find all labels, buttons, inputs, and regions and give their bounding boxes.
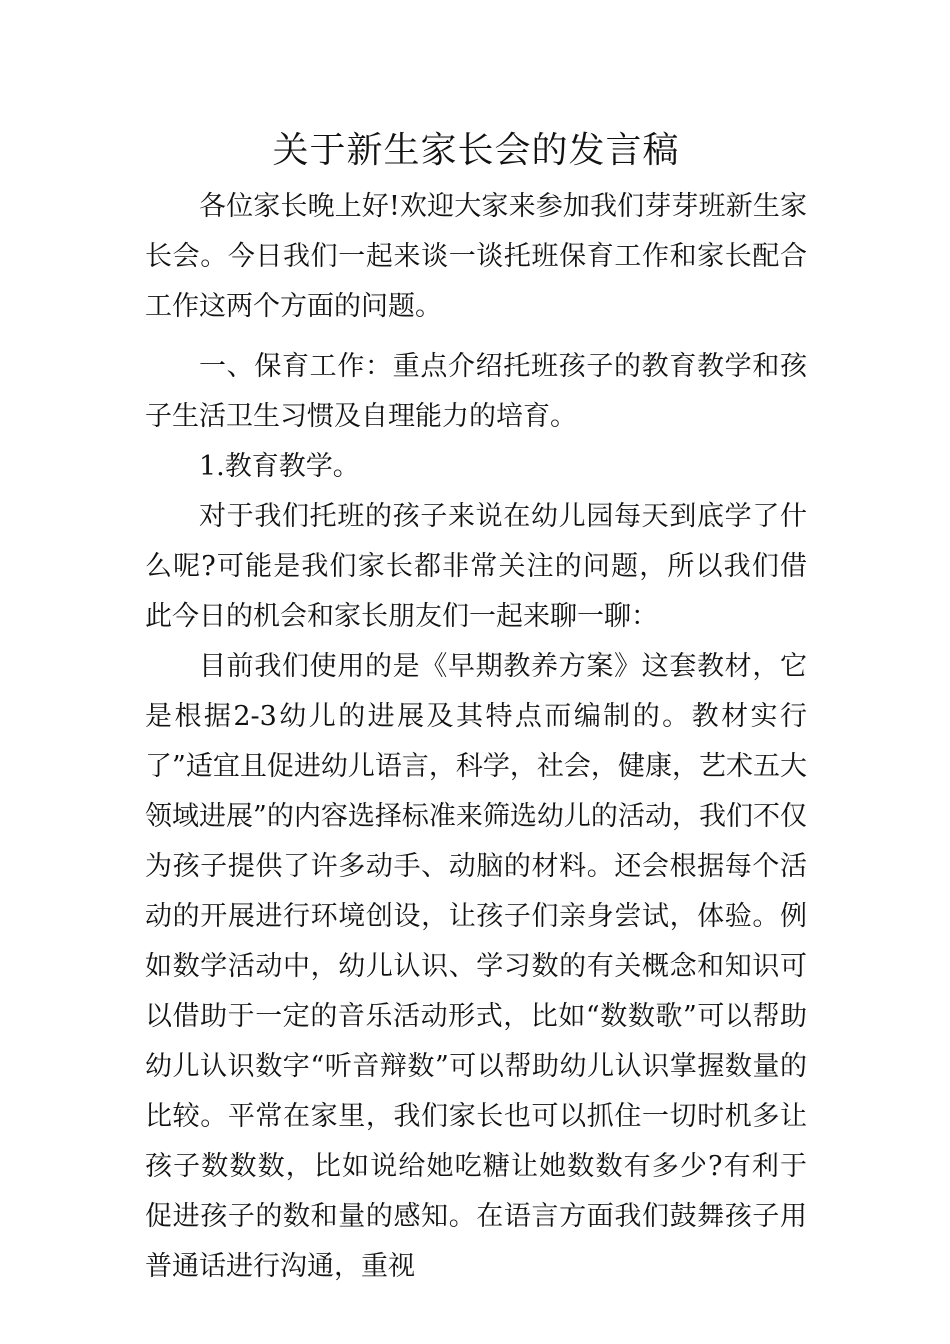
paragraph-subheading-teaching: 1.教育教学。 [199, 451, 360, 482]
paragraph-question: 对于我们托班的孩子来说在幼儿园每天到底学了什么呢?可能是我们家长都非常关注的问题，所以我们借此今日的机会和家长朋友们一起来聊一聊： [145, 501, 807, 632]
paragraph-curriculum: 目前我们使用的是《早期教养方案》这套教材，它是根据2-3幼儿的进展及其特点而编制的。教材实行了”适宜且促进幼儿语言，科学，社会，健康，艺术五大领域进展”的内容选择标准来筛选幼儿的活动，我们不仅为孩子提供了许多动手、动脑的材料。还会根据每个活动的开展进行环境创设，让孩子们亲身尝试，体验。例如数学活动中，幼儿认识、学习数的有关概念和知识可以借助于一定的音乐活动形式，比如“数数歌”可以帮助幼儿认识数字“听音辩数”可以帮助幼儿认识掌握数量的比较。平常在家里，我们家长也可以抓住一切时机多让孩子数数数，比如说给她吃糖让她数数有多少?有利于促进孩子的数和量的感知。在语言方面我们鼓舞孩子用普通话进行沟通，重视 [145, 651, 807, 1282]
document-page [145, 120, 807, 1292]
document-title: 关于新生家长会的发言稿 [272, 130, 680, 171]
paragraph-section-one: 一、保育工作：重点介绍托班孩子的教育教学和孩子生活卫生习惯及自理能力的培育。 [145, 351, 807, 432]
paragraph-greeting: 各位家长晚上好!欢迎大家来参加我们芽芽班新生家长会。今日我们一起来谈一谈托班保育工作和家长配合工作这两个方面的问题。 [145, 191, 807, 322]
